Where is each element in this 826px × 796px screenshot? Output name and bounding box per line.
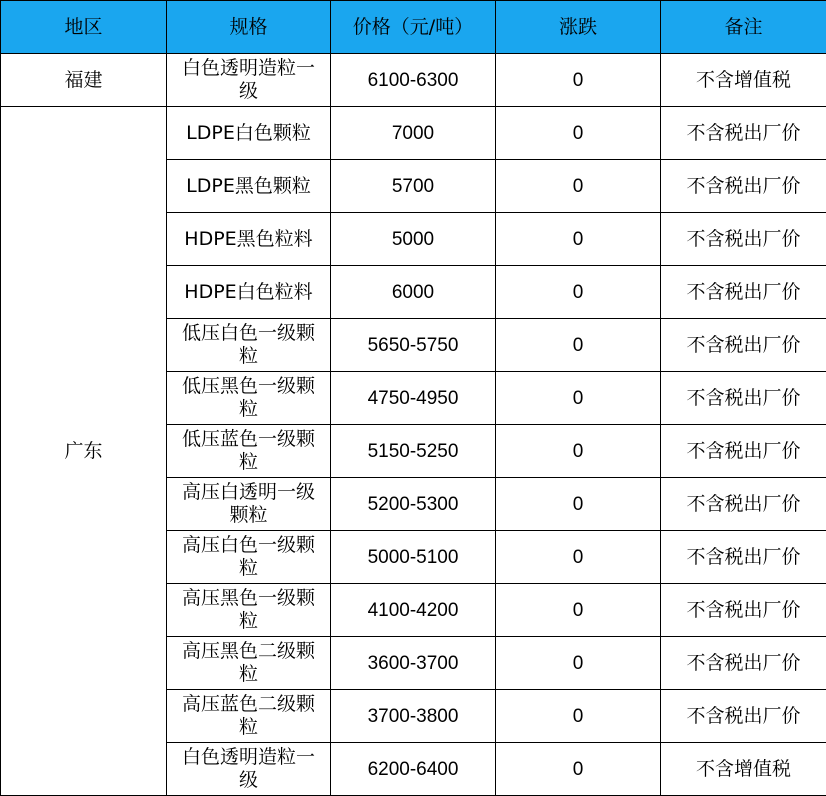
- price-cell: 6200-6400: [331, 743, 496, 796]
- note-cell: 不含税出厂价: [661, 372, 826, 425]
- change-cell: 0: [496, 160, 661, 213]
- region-cell: 福建: [1, 54, 167, 107]
- price-cell: 5150-5250: [331, 425, 496, 478]
- price-cell: 5700: [331, 160, 496, 213]
- spec-cell: LDPE黑色颗粒: [167, 160, 331, 213]
- spec-cell: 白色透明造粒一级: [167, 743, 331, 796]
- spec-cell: 白色透明造粒一级: [167, 54, 331, 107]
- change-cell: 0: [496, 266, 661, 319]
- spec-cell: 低压黑色一级颗粒: [167, 372, 331, 425]
- note-cell: 不含税出厂价: [661, 107, 826, 160]
- price-cell: 7000: [331, 107, 496, 160]
- spec-cell: LDPE白色颗粒: [167, 107, 331, 160]
- change-cell: 0: [496, 107, 661, 160]
- change-cell: 0: [496, 478, 661, 531]
- price-cell: 5200-5300: [331, 478, 496, 531]
- header-region: 地区: [1, 1, 167, 54]
- table-header-row: [1, 1, 826, 54]
- note-cell: 不含税出厂价: [661, 425, 826, 478]
- change-cell: 0: [496, 213, 661, 266]
- note-cell: 不含税出厂价: [661, 319, 826, 372]
- price-cell: 3600-3700: [331, 637, 496, 690]
- header-change: 涨跌: [496, 1, 661, 54]
- spec-cell: 高压黑色一级颗粒: [167, 584, 331, 637]
- table-row: [1, 54, 826, 107]
- header-price: 价格（元/吨）: [331, 1, 496, 54]
- price-cell: 5000: [331, 213, 496, 266]
- price-cell: 4100-4200: [331, 584, 496, 637]
- price-cell: 6000: [331, 266, 496, 319]
- change-cell: 0: [496, 319, 661, 372]
- price-cell: 6100-6300: [331, 54, 496, 107]
- note-cell: 不含增值税: [661, 54, 826, 107]
- change-cell: 0: [496, 425, 661, 478]
- price-cell: 4750-4950: [331, 372, 496, 425]
- change-cell: 0: [496, 637, 661, 690]
- price-cell: 3700-3800: [331, 690, 496, 743]
- note-cell: 不含税出厂价: [661, 584, 826, 637]
- note-cell: 不含税出厂价: [661, 690, 826, 743]
- spec-cell: HDPE白色粒料: [167, 266, 331, 319]
- spec-cell: 高压蓝色二级颗粒: [167, 690, 331, 743]
- change-cell: 0: [496, 54, 661, 107]
- spec-cell: 高压白色一级颗粒: [167, 531, 331, 584]
- spec-cell: HDPE黑色粒料: [167, 213, 331, 266]
- region-cell: 广东: [1, 107, 167, 796]
- spec-cell: 低压白色一级颗粒: [167, 319, 331, 372]
- header-note: 备注: [661, 1, 826, 54]
- change-cell: 0: [496, 743, 661, 796]
- table-row: [1, 107, 826, 160]
- note-cell: 不含税出厂价: [661, 213, 826, 266]
- change-cell: 0: [496, 584, 661, 637]
- note-cell: 不含税出厂价: [661, 160, 826, 213]
- change-cell: 0: [496, 531, 661, 584]
- spec-cell: 高压白透明一级颗粒: [167, 478, 331, 531]
- spec-cell: 高压黑色二级颗粒: [167, 637, 331, 690]
- header-spec: 规格: [167, 1, 331, 54]
- price-cell: 5000-5100: [331, 531, 496, 584]
- note-cell: 不含税出厂价: [661, 266, 826, 319]
- note-cell: 不含税出厂价: [661, 531, 826, 584]
- note-cell: 不含增值税: [661, 743, 826, 796]
- change-cell: 0: [496, 690, 661, 743]
- note-cell: 不含税出厂价: [661, 637, 826, 690]
- note-cell: 不含税出厂价: [661, 478, 826, 531]
- price-cell: 5650-5750: [331, 319, 496, 372]
- change-cell: 0: [496, 372, 661, 425]
- spec-cell: 低压蓝色一级颗粒: [167, 425, 331, 478]
